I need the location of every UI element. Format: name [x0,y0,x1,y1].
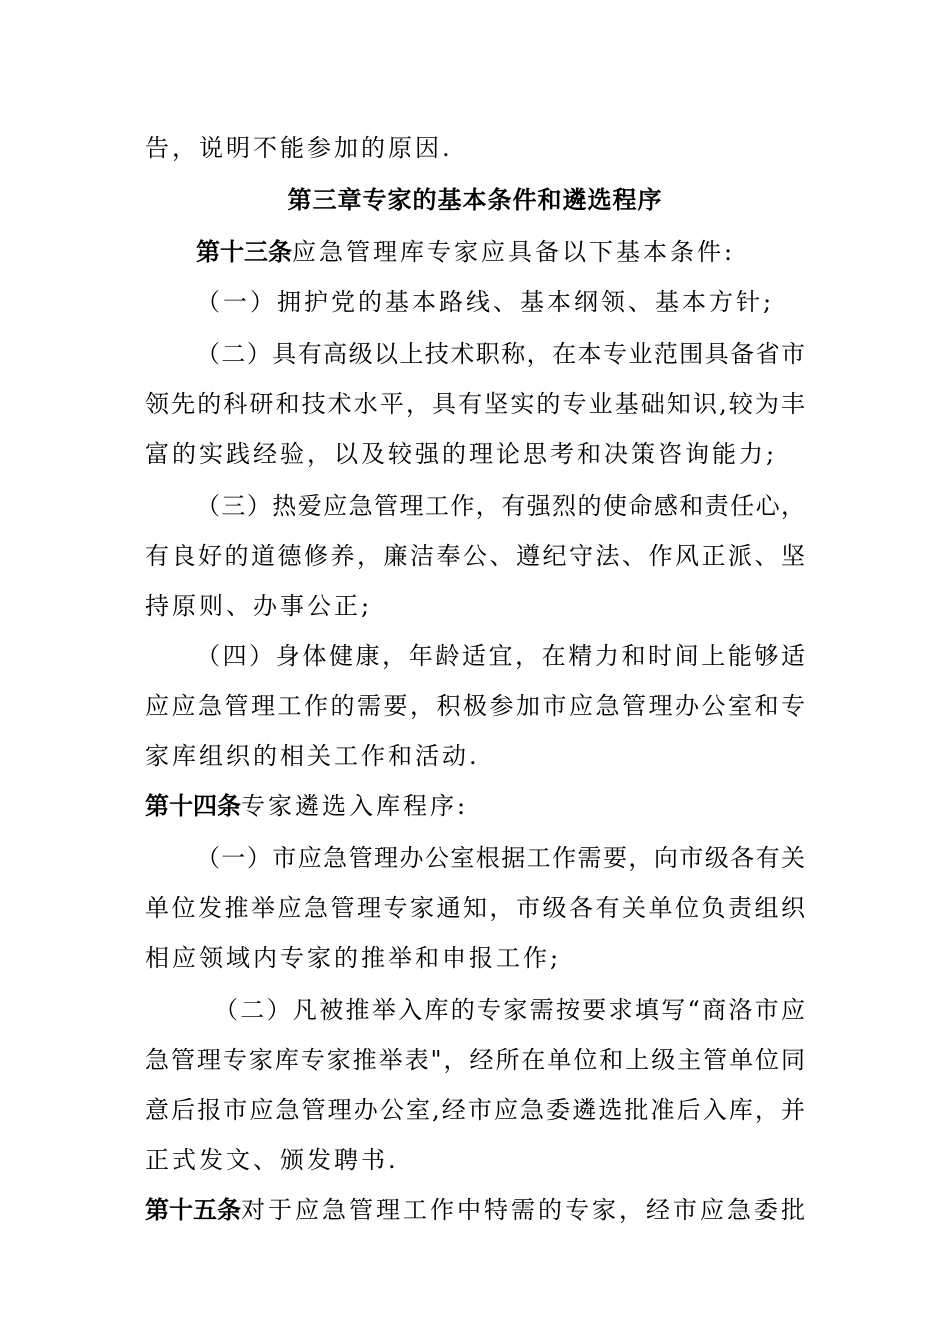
article-14-label: 第十四条 [145,792,241,820]
article-14-text: 专家遴选入库程序: [241,792,469,820]
paragraph-line: 正式发文、颁发聘书. [145,1146,399,1174]
paragraph-line: 急管理专家库专家推举表"，经所在单位和上级主管单位同 [145,1046,805,1074]
article-15-line [145,1194,808,1226]
article-13-text: 应急管理库专家应具备以下基本条件: [292,238,736,266]
article-14-line [145,790,545,822]
paragraph-line: （二）具有高级以上技术职称，在本专业范围具备省市 [196,340,805,368]
paragraph-line: 领先的科研和技术水平，具有坚实的专业基础知识,较为丰 [145,390,805,418]
paragraph-line: （三）热爱应急管理工作，有强烈的使命感和责任心， [196,492,805,520]
paragraph-line: （一）市应急管理办公室根据工作需要，向市级各有关 [196,844,805,872]
paragraph-line: （四）身体健康，年龄适宜，在精力和时间上能够适 [196,642,805,670]
paragraph-line: （二）凡被推举入库的专家需按要求填写“商洛市应 [214,996,805,1024]
article-15-label: 第十五条 [145,1196,241,1224]
chapter-title: 第三章专家的基本条件和遴选程序 [287,186,663,214]
paragraph-line: 单位发推举应急管理专家通知，市级各有关单位负责组织 [145,894,805,922]
paragraph-line: 持原则、办事公正; [145,592,373,620]
paragraph-line: （一）拥护党的基本路线、基本纲领、基本方针; [196,288,775,316]
paragraph-line: 富的实践经验，以及较强的理论思考和决策咨询能力; [145,440,778,468]
paragraph-line: 相应领域内专家的推举和申报工作; [145,944,562,972]
article-13-line [196,236,736,268]
paragraph-line: 有良好的道德修养，廉洁奉公、遵纪守法、作风正派、坚 [145,542,805,570]
paragraph-line: 家库组织的相关工作和活动. [145,742,480,770]
paragraph-line: 应应急管理工作的需要，积极参加市应急管理办公室和专 [145,692,805,720]
article-15-text: 对于应急管理工作中特需的专家，经市应急委批 [241,1196,808,1224]
paragraph-line: 意后报市应急管理办公室,经市应急委遴选批准后入库，并 [145,1096,805,1124]
article-13-label: 第十三条 [196,238,292,266]
paragraph-line: 告，说明不能参加的原因. [145,134,453,162]
